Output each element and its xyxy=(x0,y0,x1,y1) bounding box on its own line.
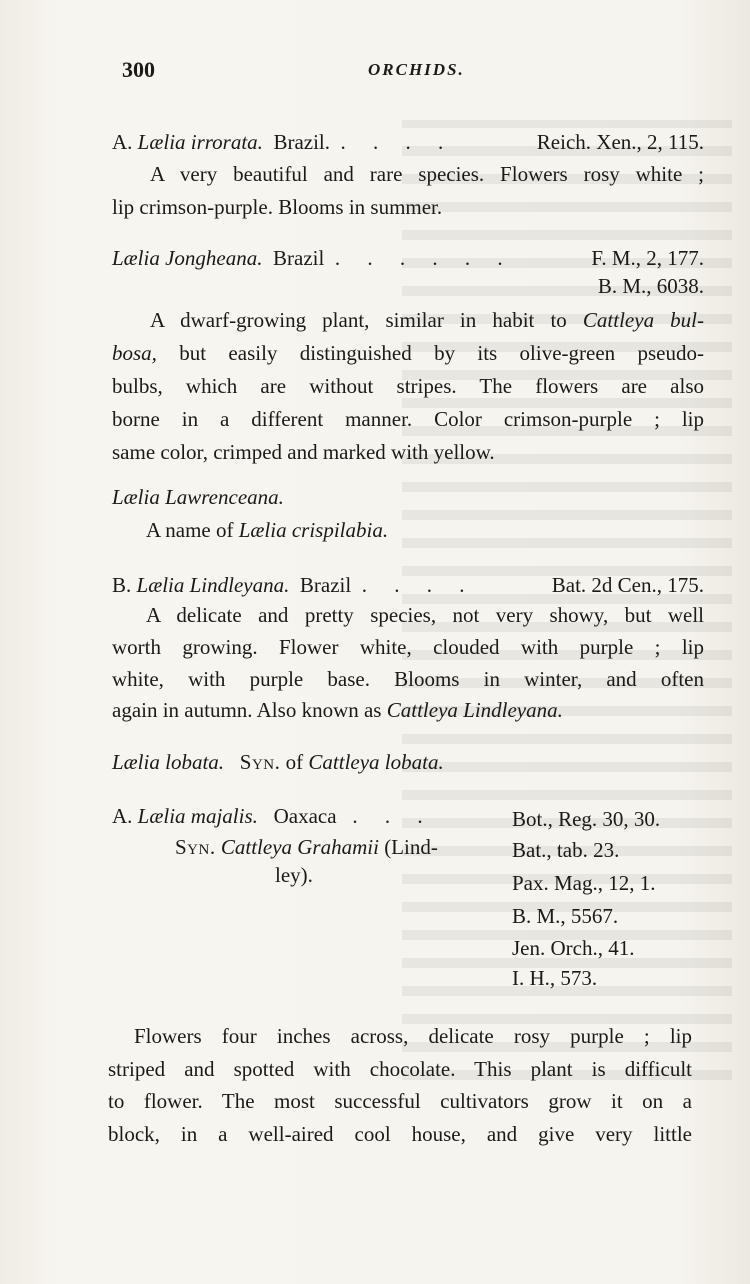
description-line: striped and spotted with chocolate. This plant is difficult xyxy=(108,1057,692,1081)
running-title: ORCHIDS. xyxy=(368,60,465,79)
entry-heading-lindleyana: B. Lælia Lindleyana. Brazil . . . . Bat. 2d Cen., 175. xyxy=(112,573,704,597)
description-line: worth growing. Flower white, clouded with purple ; lip xyxy=(112,635,704,659)
species-name: Lælia majalis. xyxy=(137,804,258,828)
description-line: A name of Lælia crispilabia. xyxy=(146,518,389,542)
species-name: Lælia Lindleyana. xyxy=(136,573,290,597)
description-line: bosa, but easily distinguished by its olive-green pseudo- xyxy=(112,341,704,365)
synonym-line: ley). xyxy=(275,863,313,887)
entry-heading-jongheana: Lælia Jongheana. Brazil . . . . . . F. M., 2, 177. xyxy=(112,246,704,270)
origin: Oaxaca xyxy=(273,804,337,828)
reference: Bat. 2d Cen., 175. xyxy=(551,573,704,597)
description-line: borne in a different manner. Color crimson-purple ; lip xyxy=(112,407,704,431)
species-name: Lælia Lawrenceana. xyxy=(112,485,284,509)
origin: Brazil xyxy=(299,573,352,597)
reference: F. M., 2, 177. xyxy=(591,246,704,270)
species-name: Lælia lobata. xyxy=(112,750,225,774)
origin: Brazil xyxy=(273,246,325,270)
description-line: again in autumn. Also known as Cattleya Lindleyana. xyxy=(112,698,563,722)
description-line: same color, crimped and marked with yellow. xyxy=(112,440,495,464)
reference: Reich. Xen., 2, 115. xyxy=(536,130,704,154)
entry-heading-lawrenceana xyxy=(112,483,704,511)
species-name: Lælia irrorata. xyxy=(137,130,263,154)
description-line: A delicate and pretty species, not very showy, but well xyxy=(146,603,704,627)
description-line: Flowers four inches across, delicate rosy purple ; lip xyxy=(134,1024,692,1048)
description-line: block, in a well-aired cool house, and give very little xyxy=(108,1122,692,1146)
reference: Bat., tab. 23. xyxy=(512,838,620,862)
reference: B. M., 6038. xyxy=(597,274,704,298)
reference: Jen. Orch., 41. xyxy=(512,936,635,960)
description-line: to flower. The most successful cultivators grow it on a xyxy=(108,1089,692,1113)
reference: B. M., 5567. xyxy=(512,904,619,928)
reference: Bot., Reg. 30, 30. xyxy=(512,807,661,831)
entry-heading-lobata: Lælia lobata. Syn. of Cattleya lobata. xyxy=(112,750,444,774)
reference: Pax. Mag., 12, 1. xyxy=(512,871,656,895)
description-line: white, with purple base. Blooms in winter, and often xyxy=(112,667,704,691)
description-line: lip crimson-purple. Blooms in summer. xyxy=(112,195,443,219)
description-line: A very beautiful and rare species. Flowers rosy white ; xyxy=(150,162,704,186)
species-name: Lælia Jongheana. xyxy=(112,246,263,270)
description-line: A dwarf-growing plant, similar in habit to Cattleya bul- xyxy=(150,308,705,332)
page-number: 300 xyxy=(122,57,155,82)
reference: I. H., 573. xyxy=(512,966,598,990)
origin: Brazil. xyxy=(273,130,330,154)
entry-heading-majalis: A. Lælia majalis. Oaxaca . . . xyxy=(112,804,434,828)
description-line: bulbs, which are without stripes. The flowers are also xyxy=(112,374,704,398)
entry-heading-irrorata: A. Lælia irrorata. Brazil. . . . . Reich. Xen., 2, 115. xyxy=(112,130,704,154)
synonym-line: Syn. Cattleya Grahamii (Lind- xyxy=(175,835,438,859)
